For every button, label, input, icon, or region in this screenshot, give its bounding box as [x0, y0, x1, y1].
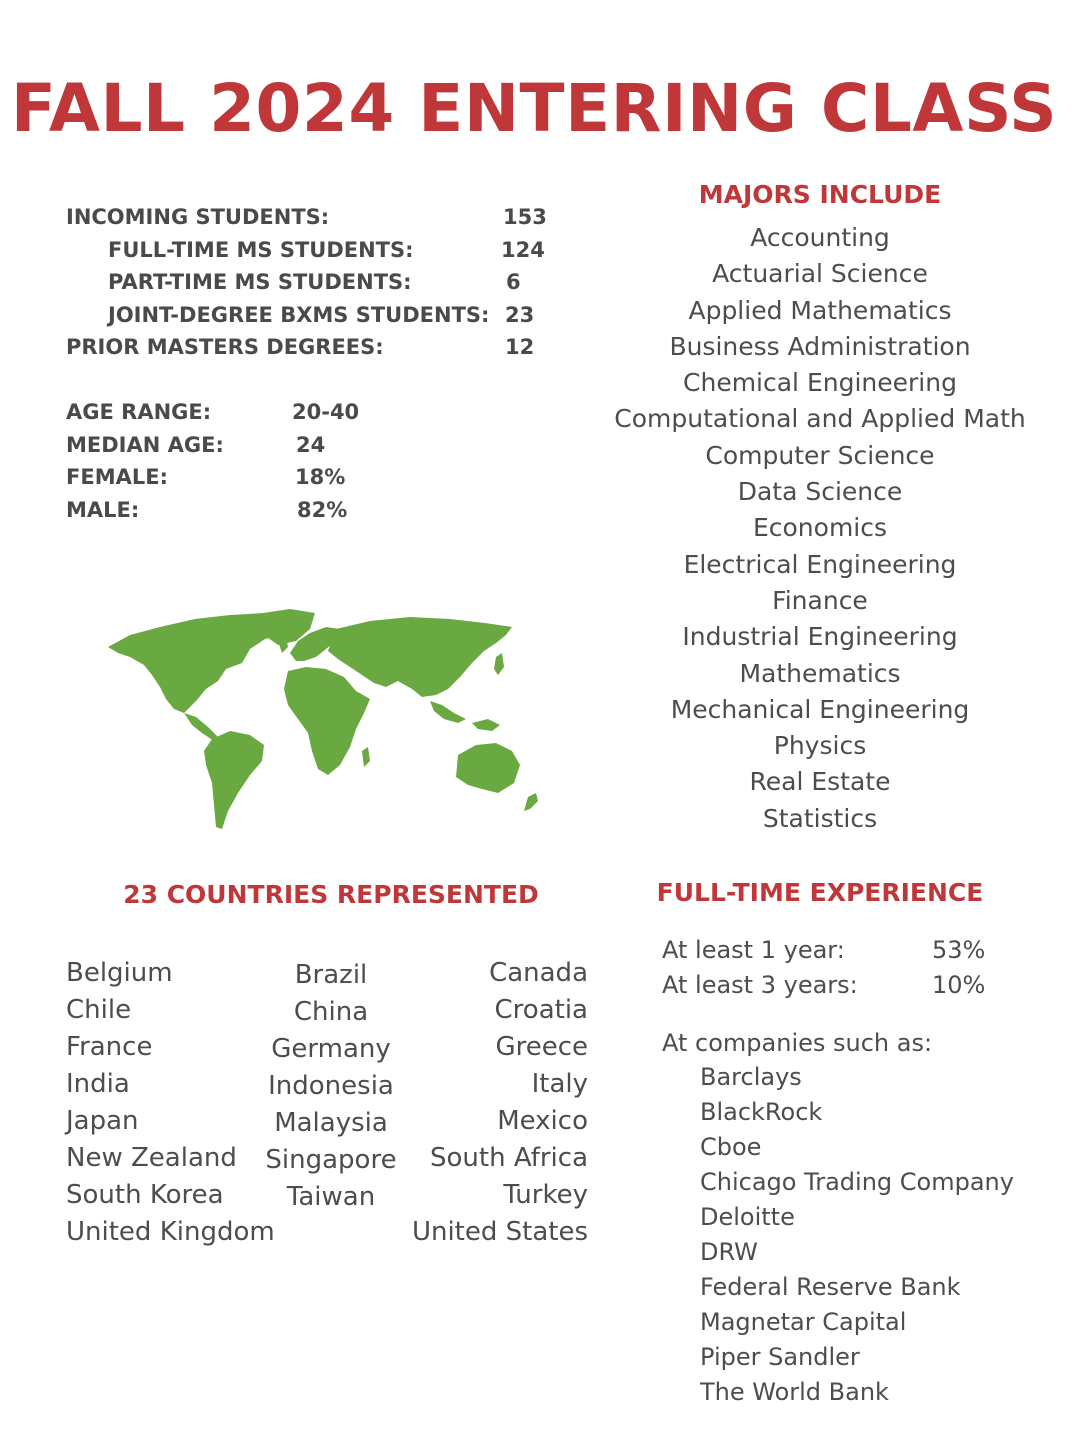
- experience-value: 53%: [932, 936, 986, 964]
- list-item: DRW: [700, 1238, 758, 1266]
- stat-row: [66, 429, 406, 462]
- list-item: Computational and Applied Math: [614, 404, 1026, 434]
- list-item: United States: [411, 1217, 588, 1247]
- stat-value: 12: [505, 335, 535, 359]
- list-item: Chicago Trading Company: [700, 1168, 1014, 1196]
- companies-list: [700, 1060, 1014, 1410]
- experience-label: At least 1 year:: [662, 936, 845, 964]
- stat-row: [66, 201, 566, 234]
- stat-value: 6: [506, 270, 521, 294]
- list-item: Statistics: [762, 803, 878, 833]
- list-item: Piper Sandler: [700, 1343, 860, 1371]
- list-item: Taiwan: [286, 1182, 376, 1212]
- list-item: United Kingdom: [66, 1217, 275, 1247]
- stat-row: [66, 266, 566, 299]
- list-item: Electrical Engineering: [683, 549, 957, 579]
- stat-value: 153: [503, 205, 547, 229]
- list-item: Data Science: [737, 477, 903, 507]
- list-item: Chemical Engineering: [683, 368, 957, 398]
- list-item: Mathematics: [739, 658, 901, 688]
- list-item: BlackRock: [700, 1098, 823, 1126]
- list-item: Greece: [495, 1032, 588, 1062]
- list-item: Japan: [66, 1106, 139, 1136]
- countries-column-2: [256, 957, 406, 1216]
- stat-label: FEMALE:: [66, 465, 168, 489]
- list-item: Finance: [772, 585, 868, 615]
- list-item: Germany: [271, 1034, 391, 1064]
- world-map-icon: [100, 605, 550, 835]
- stat-row: [66, 234, 566, 267]
- stat-row: [66, 299, 566, 332]
- countries-column-1: [66, 955, 286, 1251]
- list-item: Chile: [66, 995, 132, 1025]
- list-item: Singapore: [265, 1145, 397, 1175]
- list-item: Malaysia: [274, 1108, 388, 1138]
- stat-value: 20-40: [292, 400, 360, 424]
- companies-intro: At companies such as:: [662, 1029, 933, 1057]
- stat-value: 124: [501, 238, 545, 262]
- stat-value: 23: [505, 303, 535, 327]
- stat-row: [66, 461, 406, 494]
- stat-label: AGE RANGE:: [66, 400, 212, 424]
- experience-label: At least 3 years:: [662, 971, 858, 999]
- list-item: Canada: [489, 958, 588, 988]
- list-item: France: [66, 1032, 153, 1062]
- stat-label: INCOMING STUDENTS:: [66, 205, 330, 229]
- list-item: Turkey: [503, 1180, 588, 1210]
- stat-value: 18%: [295, 465, 346, 489]
- stat-label: JOINT-DEGREE BXMS STUDENTS:: [108, 303, 490, 327]
- list-item: Belgium: [66, 958, 173, 988]
- list-item: Economics: [752, 513, 888, 543]
- list-item: Italy: [531, 1069, 588, 1099]
- stat-row: [66, 396, 406, 429]
- list-item: Industrial Engineering: [682, 622, 958, 652]
- list-item: South Korea: [66, 1180, 224, 1210]
- stat-label: MALE:: [66, 498, 140, 522]
- page-title: FALL 2024 ENTERING CLASS: [10, 70, 1058, 147]
- list-item: Deloitte: [700, 1203, 795, 1231]
- list-item: Physics: [773, 731, 867, 761]
- experience-heading: FULL-TIME EXPERIENCE: [656, 878, 984, 907]
- countries-column-3: [388, 955, 588, 1251]
- list-item: New Zealand: [66, 1143, 237, 1173]
- list-item: Real Estate: [749, 767, 891, 797]
- list-item: Business Administration: [669, 331, 971, 361]
- list-item: The World Bank: [700, 1378, 889, 1406]
- list-item: China: [293, 997, 369, 1027]
- stat-value: 82%: [297, 498, 348, 522]
- majors-list: [600, 220, 1040, 837]
- list-item: Mexico: [497, 1106, 588, 1136]
- stat-label: FULL-TIME MS STUDENTS:: [108, 238, 414, 262]
- stat-label: PART-TIME MS STUDENTS:: [108, 270, 412, 294]
- majors-heading: MAJORS INCLUDE: [698, 180, 942, 209]
- stat-label: MEDIAN AGE:: [66, 433, 224, 457]
- experience-value: 10%: [932, 971, 986, 999]
- list-item: Croatia: [494, 995, 588, 1025]
- stat-value: 24: [296, 433, 326, 457]
- list-item: Barclays: [700, 1063, 802, 1091]
- list-item: Actuarial Science: [712, 259, 928, 289]
- countries-heading: 23 COUNTRIES REPRESENTED: [123, 880, 539, 909]
- list-item: Indonesia: [268, 1071, 394, 1101]
- list-item: Computer Science: [705, 440, 935, 470]
- list-item: Applied Mathematics: [688, 295, 952, 325]
- stat-row: [66, 494, 406, 527]
- list-item: Mechanical Engineering: [670, 694, 970, 724]
- list-item: Accounting: [750, 223, 890, 252]
- list-item: Federal Reserve Bank: [700, 1273, 961, 1301]
- list-item: India: [66, 1069, 130, 1099]
- stat-label: PRIOR MASTERS DEGREES:: [66, 335, 384, 359]
- list-item: Magnetar Capital: [700, 1308, 907, 1336]
- list-item: South Africa: [430, 1143, 588, 1173]
- list-item: Cboe: [700, 1133, 762, 1161]
- stat-row: [66, 331, 566, 364]
- list-item: Brazil: [294, 960, 368, 990]
